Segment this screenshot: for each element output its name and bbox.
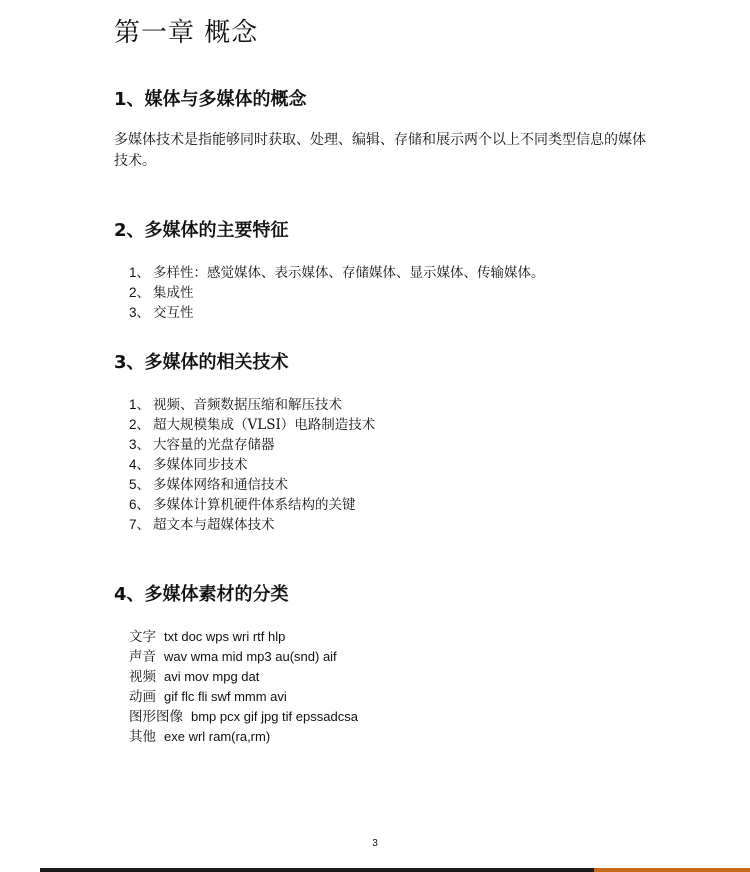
list-item-text: 多媒体网络和通信技术 (153, 477, 288, 493)
section-heading-media-concept: 1、媒体与多媒体的概念 (114, 89, 307, 110)
features-list (129, 263, 545, 323)
section-heading-features: 2、多媒体的主要特征 (114, 220, 289, 241)
list-item-text: 多媒体计算机硬件体系结构的关键 (153, 497, 356, 513)
format-category: 声音 (129, 649, 156, 665)
list-item-text: 超大规模集成（VLSI）电路制造技术 (153, 417, 376, 433)
material-formats-list (129, 627, 358, 747)
list-item-number: 4、 (129, 457, 151, 472)
format-row (129, 667, 358, 687)
format-row (129, 627, 358, 647)
list-item (129, 515, 375, 535)
format-extensions: avi mov mpg dat (164, 669, 260, 684)
format-extensions: gif flc fli swf mmm avi (164, 689, 287, 704)
list-item (129, 303, 545, 323)
list-item (129, 415, 375, 435)
list-item-number: 6、 (129, 497, 151, 512)
page-number: 3 (372, 838, 378, 849)
format-row (129, 707, 358, 727)
section-heading-technologies: 3、多媒体的相关技术 (114, 352, 289, 373)
list-item-number: 2、 (129, 285, 151, 300)
list-item-number: 7、 (129, 517, 151, 532)
format-extensions: bmp pcx gif jpg tif epssadcsa (191, 709, 358, 724)
chapter-title: 第一章 概念 (114, 18, 259, 48)
list-item (129, 495, 375, 515)
format-row (129, 647, 358, 667)
format-category: 文字 (129, 629, 156, 645)
format-row (129, 727, 358, 747)
format-category: 动画 (129, 689, 156, 705)
list-item (129, 283, 545, 303)
format-extensions: wav wma mid mp3 au(snd) aif (164, 649, 337, 664)
list-item-text: 多媒体同步技术 (153, 457, 248, 473)
footer-rule (40, 868, 750, 872)
list-item-number: 1、 (129, 397, 151, 412)
list-item (129, 475, 375, 495)
format-category: 图形图像 (129, 709, 183, 725)
list-item-number: 1、 (129, 265, 151, 280)
technologies-list (129, 395, 375, 535)
format-row (129, 687, 358, 707)
list-item-text: 多样性：感觉媒体、表示媒体、存储媒体、显示媒体、传输媒体。 (153, 265, 545, 281)
format-extensions: exe wrl ram(ra,rm) (164, 729, 271, 744)
list-item-text: 集成性 (153, 285, 194, 301)
list-item (129, 455, 375, 475)
list-item-text: 超文本与超媒体技术 (153, 517, 275, 533)
list-item-text: 视频、音频数据压缩和解压技术 (153, 397, 342, 413)
list-item (129, 263, 545, 283)
list-item-number: 5、 (129, 477, 151, 492)
list-item (129, 395, 375, 415)
format-category: 视频 (129, 669, 156, 685)
format-category: 其他 (129, 729, 156, 745)
list-item-number: 3、 (129, 437, 151, 452)
media-definition-paragraph: 多媒体技术是指能够同时获取、处理、编辑、存储和展示两个以上不同类型信息的媒体技术。 (114, 132, 646, 169)
format-extensions: txt doc wps wri rtf hlp (164, 629, 286, 644)
list-item (129, 435, 375, 455)
list-item-text: 大容量的光盘存储器 (153, 437, 275, 453)
list-item-text: 交互性 (153, 305, 194, 321)
section-heading-material-types: 4、多媒体素材的分类 (114, 584, 289, 605)
list-item-number: 2、 (129, 417, 151, 432)
list-item-number: 3、 (129, 305, 151, 320)
